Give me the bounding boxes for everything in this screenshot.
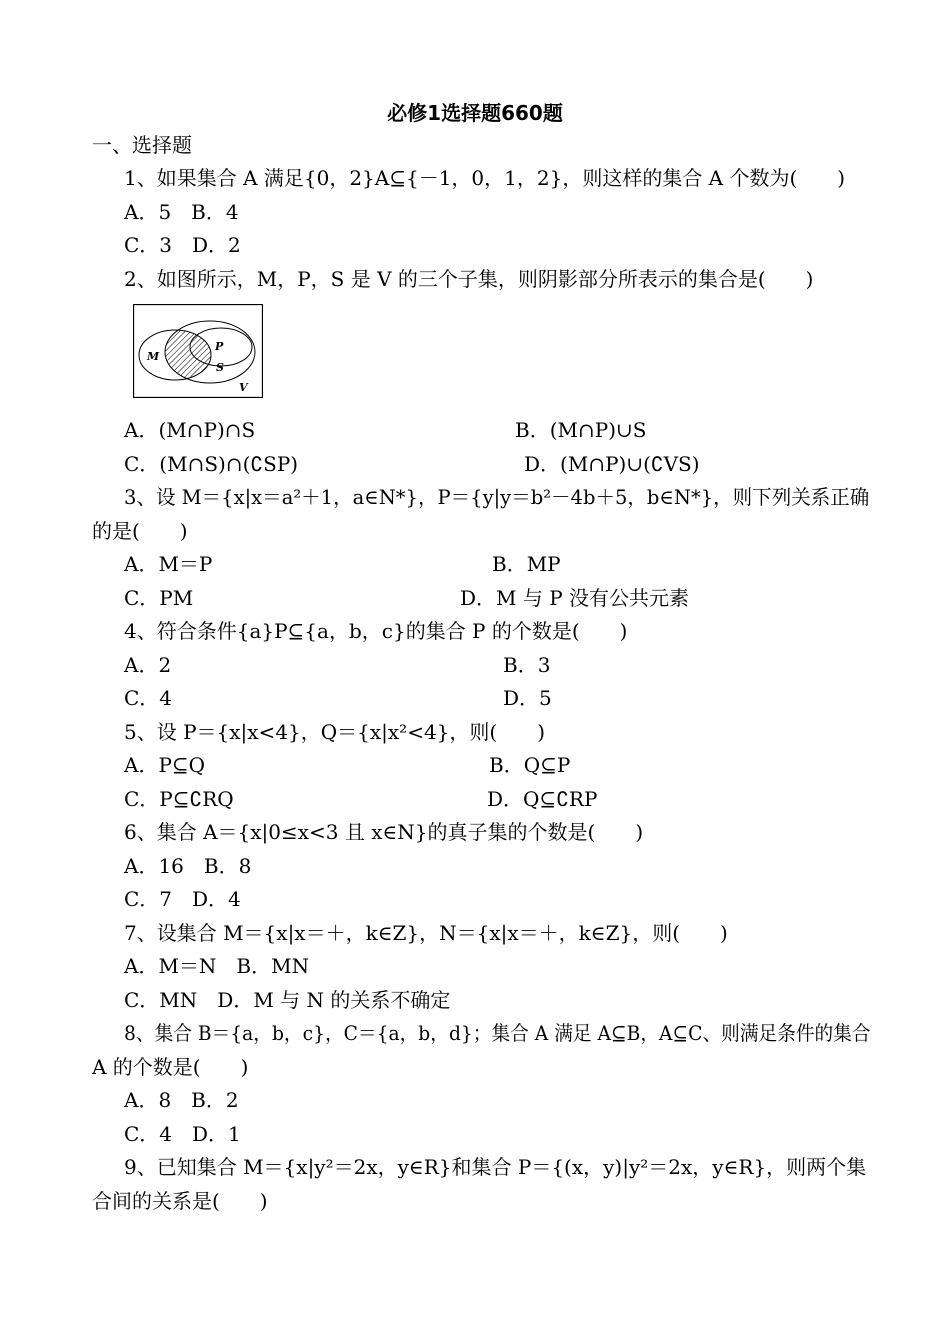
question-6-stem: 6、集合 A＝{x|0≤x<3 且 x∈N}的真子集的个数是( ) [124, 820, 644, 844]
question-4-option-c: C．4 [124, 686, 173, 710]
question-2-option-b: B．(M∩P)∪S [515, 418, 647, 442]
question-5-stem: 5、设 P＝{x|x<4}，Q＝{x|x²<4}，则( ) [124, 720, 546, 744]
question-7-options-row1: A．M＝N B．MN [124, 954, 310, 978]
question-2-option-c: C．(M∩S)∩(∁SP) [124, 452, 299, 476]
label-m: M [147, 350, 160, 363]
question-2-option-a: A．(M∩P)∩S [124, 418, 256, 442]
question-6-options-row1: A．16 B．8 [124, 854, 252, 878]
question-3-option-a: A．M＝P [124, 552, 213, 576]
question-3-stem-continued: 的是( ) [92, 519, 188, 543]
question-4-option-a: A．2 [124, 653, 172, 677]
document-title: 必修1选择题660题 [387, 101, 563, 125]
question-4-stem: 4、符合条件{a}P⊆{a，b，c}的集合 P 的个数是( ) [124, 619, 628, 643]
section-heading: 一、选择题 [92, 133, 192, 157]
question-3-option-c: C．PM [124, 586, 194, 610]
question-1-options-row1: A．5 B．4 [124, 200, 239, 224]
question-7-options-row2: C．MN D．M 与 N 的关系不确定 [124, 988, 451, 1012]
question-2-option-d: D．(M∩P)∪(∁VS) [524, 452, 700, 476]
question-5-option-d: D．Q⊆∁RP [487, 787, 598, 811]
question-4-option-b: B．3 [503, 653, 551, 677]
question-8-options-row1: A．8 B．2 [124, 1088, 239, 1112]
question-6-options-row2: C．7 D．4 [124, 887, 241, 911]
question-7-stem: 7、设集合 M＝{x|x＝＋，k∈Z}，N＝{x|x＝＋，k∈Z}，则( ) [124, 921, 728, 945]
label-v: V [239, 381, 248, 394]
label-s: S [216, 361, 224, 374]
question-5-option-b: B．Q⊆P [489, 753, 571, 777]
question-3-option-b: B．MP [492, 552, 561, 576]
question-1-options-row2: C．3 D．2 [124, 233, 241, 257]
venn-diagram-figure [133, 304, 263, 398]
label-p: P [215, 340, 224, 353]
question-9-stem-continued: 合间的关系是( ) [92, 1189, 268, 1213]
question-5-option-c: C．P⊆∁RQ [124, 787, 234, 811]
question-2-stem: 2、如图所示，M，P，S 是 V 的三个子集，则阴影部分所表示的集合是( ) [124, 267, 814, 291]
question-8-options-row2: C．4 D．1 [124, 1122, 241, 1146]
question-3-option-d: D．M 与 P 没有公共元素 [460, 586, 690, 610]
question-8-stem: 8、集合 B＝{a，b，c}，C＝{a，b，d}；集合 A 满足 A⊆B，A⊆C、则满足条件的集合 [124, 1021, 871, 1045]
question-3-stem: 3、设 M＝{x|x＝a²＋1，a∈N*}，P＝{y|y＝b²－4b＋5，b∈N*}，则下列关系正确 [124, 485, 870, 509]
question-5-option-a: A．P⊆Q [124, 753, 206, 777]
question-9-stem: 9、已知集合 M＝{x|y²＝2x，y∈R}和集合 P＝{(x，y)|y²＝2x，y∈R}，则两个集 [124, 1155, 867, 1179]
question-1-stem: 1、如果集合 A 满足{0，2}A⊆{－1，0，1，2}，则这样的集合 A 个数为( ) [124, 166, 846, 190]
question-4-option-d: D．5 [503, 686, 552, 710]
question-8-stem-continued: A 的个数是( ) [92, 1055, 249, 1079]
